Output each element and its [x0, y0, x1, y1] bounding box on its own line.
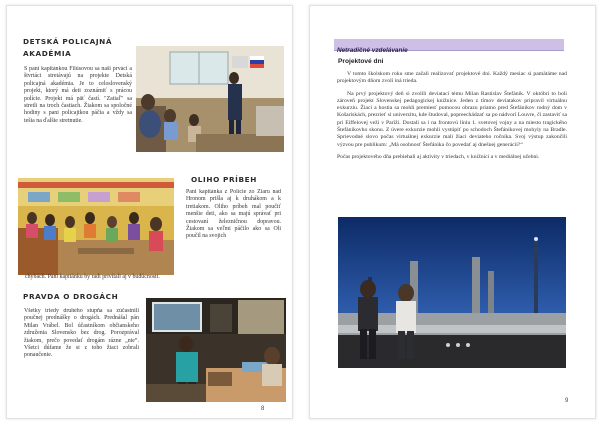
paragraph-1: V tomto školskom roku sme začali realizovať projektové dni. Každý mesiac si pamätáme nad projektovým dňom zvolí iná trieda. [337, 71, 567, 85]
section-banner [334, 39, 564, 54]
drogy-article-text [24, 308, 139, 388]
section-title-oliho-pribeh: OLIHO PRÍBEH [191, 175, 257, 184]
left-page [6, 5, 293, 419]
oliho-article-text [186, 189, 281, 273]
section-title-detska-policajna-akademia [23, 36, 143, 60]
drug-lecture-photo [146, 298, 286, 402]
section-title-line2: AKADÉMIA [23, 49, 72, 58]
akademia-paragraph: S pani kapitánkou Filůsovou sa naši prváci a štvrtáci stretávajú na projekte Detská policajná akadémia. Je to celoslovenský projekt, ktorý má deti zoznámiť s prácou polície. Projekt má päť častí. "Zatiaľ" sa stretli na troch častiach. Žiakom sa spoločné hodiny s pani policajtkou páčia a vždy sa tešia na ďalšie stretnutie. [24, 66, 132, 124]
page-number-left: 8 [261, 406, 265, 412]
banner-title: Netradičné vzdelávanie [337, 47, 408, 54]
classroom-children-photo-image [18, 178, 174, 275]
classroom-police-photo-image [136, 46, 284, 152]
subtitle-projektove-dni: Projektové dni [338, 58, 384, 65]
classroom-police-photo [136, 46, 284, 152]
drogy-paragraph: Všetky triedy druhého stupňa sa zúčastnili poučnej prednášky o drogách. Prednášal pán Milan Vrábel. Bol účastníkom občianskeho združenia Slovensko bez drog. Porozprával žiakom, prečo povedať drogám rázne „nie“. Všetci dúfame že si z toho žiaci zobrali ponaučenie. [24, 308, 139, 359]
oliho-paragraph: Pani kapitánka z Polície zo Žiaru nad Hronom prišla aj k druhákom a k tretiakom. Oliho príbeh mal poučiť menšie deti, ako sa majú správať pri cestovaní železničnou dopravou. Žiakom sa veľmi páčilo ako sa Oli poučil na svojich [186, 189, 281, 240]
classroom-children-photo [18, 178, 174, 275]
akademia-article-text [24, 66, 132, 174]
drug-lecture-photo-image [146, 298, 286, 402]
virtual-excursion-photo [338, 217, 566, 368]
section-title-pravda-o-drogach: PRAVDA O DROGÁCH [23, 292, 119, 301]
right-page [309, 5, 596, 419]
oliho-article-tail: chybách. Pani kapitánku by radi privítali aj v budúcnosti. [25, 274, 160, 280]
section-title-line1: DETSKÁ POLICAJNÁ [23, 37, 113, 46]
virtual-excursion-photo-image [338, 217, 566, 368]
projektove-dni-article [337, 71, 567, 221]
paragraph-3: Počas projektového dňa prebiehali aj aktivity v triedach, v knižnici a v mediálnej učebni. [337, 153, 540, 160]
paragraph-2: Na prvý projektový deň si zvolili deviataci tému Milan Rastislav Štefánik. V októbri to boli zároveň projekt Slovenskej pedagogickej knižnice. Jeden z tímov deviatakov pripravil virtuálnu exkurziu. Žiaci a hostia sa mohli premiesť pomocou obrazu priamo pred Štefánikov rodný dom v Košariskách, prezrieť si univerzitu, kde študoval, popreechádzať sa po nádvorí Louvre, či zastaviť sa pri Eiffelovej veži v Paríži. Dostali sa i na frontovú líniu 1. svetovej vojny a na miesto tragického Štefánikovho skonu. Z úvere exkurzie mohli vystúpiť po schodoch Štefánikovej mohyly na Bradle. Sprievodné slovo počas virtuálnej exkurzie mali žiaci deviateho ročníka. Svoj výstup zakončili výzvou pre publikum: „Má osobnosť Štefánika čo povedať aj dnešnej generácii?“ [337, 90, 567, 148]
page-number-right: 9 [565, 398, 569, 404]
